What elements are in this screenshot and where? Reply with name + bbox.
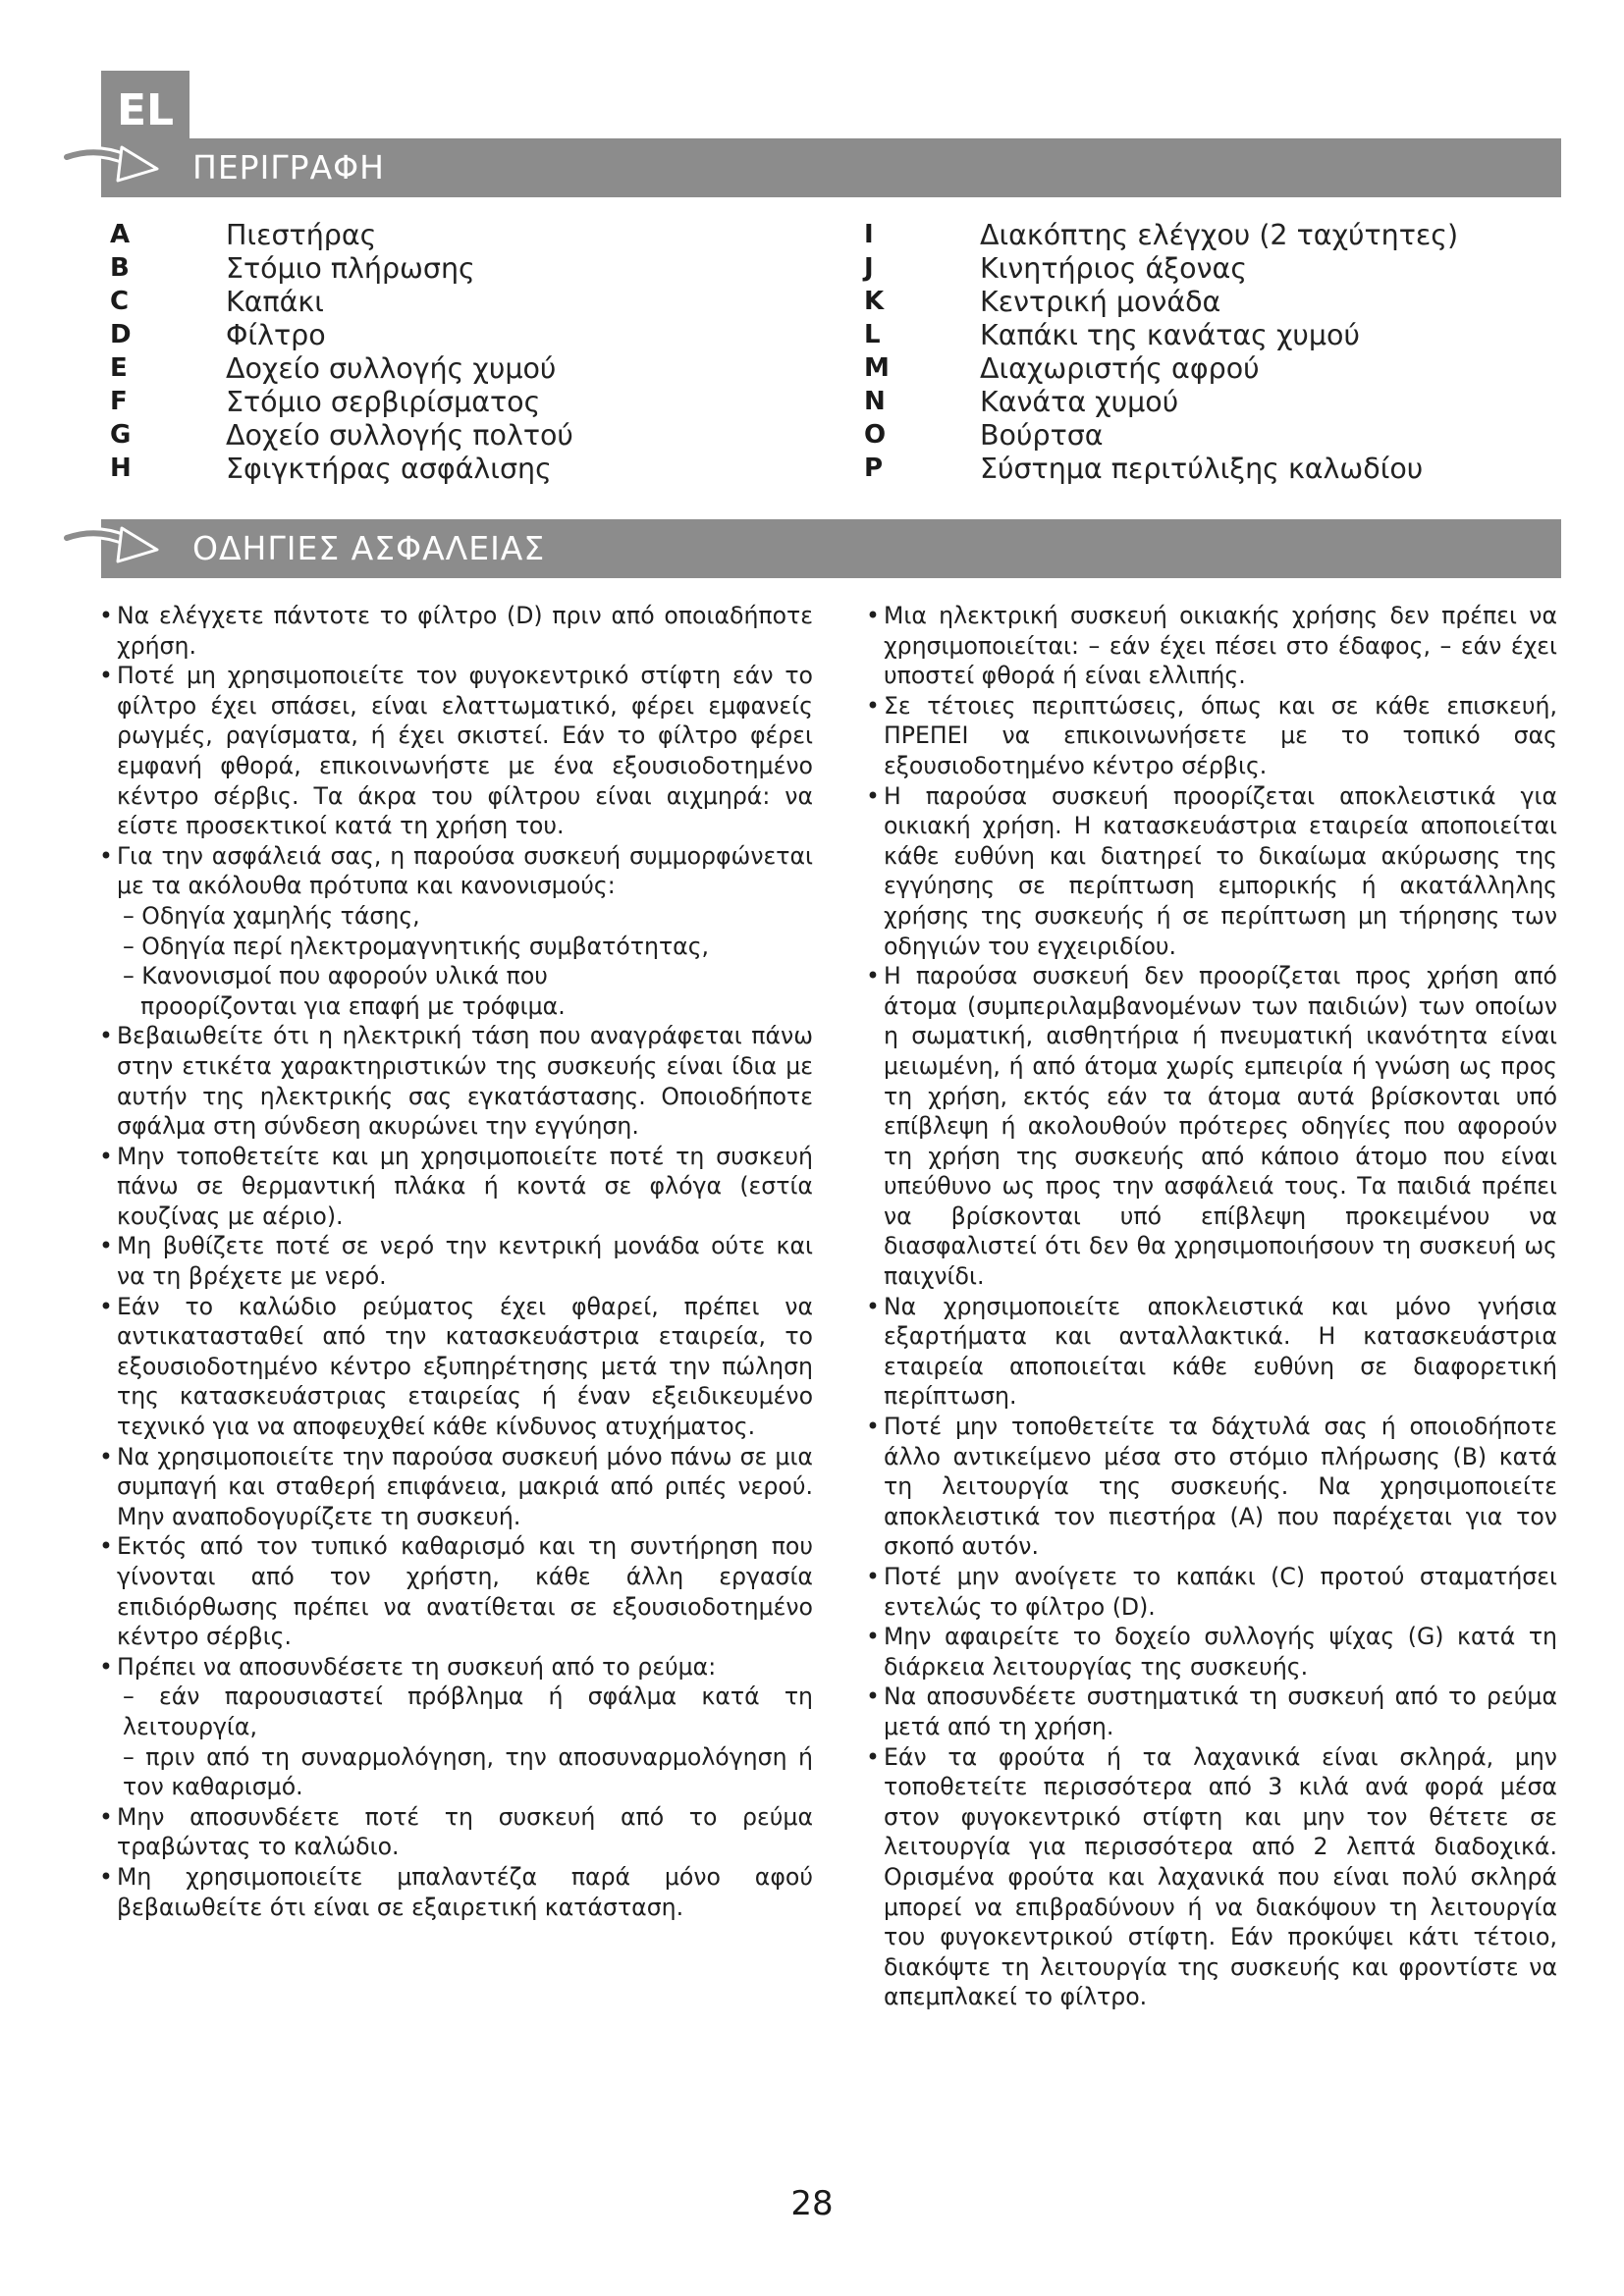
safety-item: • Βεβαιωθείτε ότι η ηλεκτρική τάση που αναγράφεται πάνω στην ετικέτα χαρακτηριστικών της συσκευής είναι ίδια με αυτήν της ηλεκτρικής σας εγκατάστασης. Οποιοδήποτε σφάλμα στη σύνδεση ακυρώνει την εγγύηση.: [99, 1021, 813, 1141]
safety-item: • Ποτέ μη χρησιμοποιείτε τον φυγοκεντρικό στίφτη εάν το φίλτρο έχει σπάσει, είναι ελαττωματικό, φέρει εμφανείς ρωγμές, ραγίσματα, ή έχει σκιστεί. Εάν το φίλτρο φέρει εμφανή φθορά, επικοινωνήστε με ένα εξουσιοδοτημένο κέντρο σέρβις. Τα άκρα του φίλτρου είναι αιχμηρά: να είστε προσεκτικοί κατά τη χρήση του.: [99, 661, 813, 841]
page-number: 28: [790, 2184, 834, 2223]
part-label: Στόμιο πλήρωσης: [226, 251, 475, 285]
part-row: [110, 351, 573, 385]
part-label: Φίλτρο: [226, 318, 326, 351]
part-label: Σύστημα περιτύλιξης καλωδίου: [980, 452, 1424, 485]
safety-item: • Μην αποσυνδέετε ποτέ τη συσκευή από το ρεύμα τραβώντας το καλώδιο.: [99, 1802, 813, 1862]
safety-item: • Να αποσυνδέετε συστηματικά τη συσκευή από το ρεύμα μετά από τη χρήση.: [866, 1682, 1557, 1741]
safety-list-right: [866, 601, 1557, 2012]
part-row: [110, 385, 573, 418]
part-letter: G: [110, 420, 132, 450]
safety-item: • Μην αφαιρείτε το δοχείο συλλογής ψίχας (G) κατά τη διάρκεια λειτουργίας της συσκευής.: [866, 1622, 1557, 1682]
safety-item: • Σε τέτοιες περιπτώσεις, όπως και σε κάθε επισκευή, ΠΡΕΠΕΙ να επικοινωνήσετε με το τοπικό σας εξουσιοδοτημένο κέντρο σέρβις.: [866, 691, 1557, 781]
safety-item: • Μια ηλεκτρική συσκευή οικιακής χρήσης δεν πρέπει να χρησιμοποιείται: – εάν έχει πέσει στο έδαφος, – εάν έχει υποστεί φθορά ή είναι ελλιπής.: [866, 601, 1557, 691]
part-letter: L: [864, 320, 881, 349]
part-row: [864, 285, 1458, 318]
part-row: [864, 418, 1458, 452]
safety-subitem: – εάν παρουσιαστεί πρόβλημα ή σφάλμα κατά τη λειτουργία,: [123, 1682, 813, 1740]
part-letter: O: [864, 420, 887, 450]
safety-item: • Μην τοποθετείτε και μη χρησιμοποιείτε ποτέ τη συσκευή πάνω σε θερμαντική πλάκα ή κοντά σε φλόγα (εστία κουζίνας με αέριο).: [99, 1142, 813, 1232]
safety-item: • Μη βυθίζετε ποτέ σε νερό την κεντρική μονάδα ούτε και να τη βρέχετε με νερό.: [99, 1231, 813, 1291]
part-label: Κανάτα χυμού: [980, 385, 1179, 418]
part-row: [110, 318, 573, 351]
section-title-description: ΠΕΡΙΓΡΑΦΗ: [192, 148, 385, 187]
part-letter: P: [864, 454, 884, 483]
part-row: [110, 452, 573, 485]
safety-subitem-continuation: προορίζονται για επαφή με τρόφιμα.: [140, 991, 566, 1020]
safety-item: • Ποτέ μην τοποθετείτε τα δάχτυλά σας ή οποιοδήποτε άλλο αντικείμενο μέσα στο στόμιο πλήρωσης (B) κατά τη λειτουργία της συσκευής. Να χρησιμοποιείτε αποκλειστικά τον πιεστήρα (A) που παρέχεται για τον σκοπό αυτόν.: [866, 1412, 1557, 1562]
parts-list-right: [864, 218, 1458, 485]
safety-item: • Μη χρησιμοποιείτε μπαλαντέζα παρά μόνο αφού βεβαιωθείτε ότι είναι σε εξαιρετική κατάσταση.: [99, 1862, 813, 1922]
section-bar-description: [101, 138, 1561, 197]
part-label: Καπάκι της κανάτας χυμού: [980, 318, 1360, 351]
part-row: [110, 218, 573, 251]
safety-item: • Να χρησιμοποιείτε αποκλειστικά και μόνο γνήσια εξαρτήματα και ανταλλακτικά. Η κατασκευάστρια εταιρεία αποποιείται κάθε ευθύνη σε διαφορετική περίπτωση.: [866, 1292, 1557, 1412]
parts-list-left: [110, 218, 573, 485]
part-letter: E: [110, 353, 128, 383]
part-row: [110, 285, 573, 318]
safety-subitem: – Κανονισμοί που αφορούν υλικά που: [123, 962, 548, 990]
part-row: [864, 251, 1458, 285]
part-label: Πιεστήρας: [226, 218, 377, 251]
safety-item: • Εάν τα φρούτα ή τα λαχανικά είναι σκληρά, μην τοποθετείτε περισσότερα από 3 κιλά ανά φορά μέσα στον φυγοκεντρικό στίφτη και μην τον θέτετε σε λειτουργία για περισσότερα από 2 λεπτά διαδοχικά. Ορισμένα φρούτα και λαχανικά που είναι πολύ σκληρά μπορεί να επιβραδύνουν ή να διακόψουν τη λειτουργία του φυγοκεντρικού στίφτη. Εάν προκύψει κάτι τέτοιο, διακόψτε τη λειτουργία της συσκευής και φροντίστε να απεμπλακεί το φίλτρο.: [866, 1742, 1557, 2012]
part-letter: C: [110, 287, 130, 316]
safety-column-right: [866, 601, 1557, 2012]
safety-item: • Εκτός από τον τυπικό καθαρισμό και τη συντήρηση που γίνονται από τον χρήστη, κάθε άλλη εργασία επιδιόρθωσης πρέπει να ανατίθεται σε εξουσιοδοτημένο κέντρο σέρβις.: [99, 1531, 813, 1651]
part-label: Κινητήριος άξονας: [980, 251, 1248, 285]
part-row: [864, 452, 1458, 485]
part-label: Δοχείο συλλογής χυμού: [226, 351, 557, 385]
part-row: [110, 418, 573, 452]
part-row: [864, 351, 1458, 385]
safety-item: • Να ελέγχετε πάντοτε το φίλτρο (D) πριν από οποιαδήποτε χρήση.: [99, 601, 813, 661]
curved-arrow-icon: [61, 135, 169, 194]
part-label: Σφιγκτήρας ασφάλισης: [226, 452, 552, 485]
part-label: Κεντρική μονάδα: [980, 285, 1221, 318]
part-letter: M: [864, 353, 890, 383]
part-letter: I: [864, 220, 874, 249]
safety-subitem: – Οδηγία περί ηλεκτρομαγνητικής συμβατότητας,: [123, 932, 710, 960]
part-row: [864, 385, 1458, 418]
curved-arrow-icon: [61, 516, 169, 575]
safety-list-left: [99, 601, 813, 1922]
part-letter: D: [110, 320, 132, 349]
section-bar-safety: [101, 519, 1561, 578]
safety-item: • Να χρησιμοποιείτε την παρούσα συσκευή μόνο πάνω σε μια συμπαγή και σταθερή επιφάνεια, μακριά από ριπές νερού. Μην αναποδογυρίζετε τη συσκευή.: [99, 1442, 813, 1532]
part-label: Στόμιο σερβιρίσματος: [226, 385, 541, 418]
safety-item: • Για την ασφάλειά σας, η παρούσα συσκευή συμμορφώνεται με τα ακόλουθα πρότυπα και κανονισμούς:: [99, 841, 813, 901]
part-label: Δοχείο συλλογής πολτού: [226, 418, 573, 452]
part-row: [864, 318, 1458, 351]
safety-item: • Η παρούσα συσκευή προορίζεται αποκλειστικά για οικιακή χρήση. Η κατασκευάστρια εταιρεία αποποιείται κάθε ευθύνη και διατηρεί το δικαίωμα ακύρωσης της εγγύησης σε περίπτωση εμπορικής ή ακατάλληλης χρήσης της συσκευής ή σε περίπτωση μη τήρησης των οδηγιών του εγχειριδίου.: [866, 781, 1557, 962]
safety-item: • Πρέπει να αποσυνδέσετε τη συσκευή από το ρεύμα:: [99, 1652, 813, 1682]
safety-item: • Ποτέ μην ανοίγετε το καπάκι (C) προτού σταματήσει εντελώς το φίλτρο (D).: [866, 1562, 1557, 1622]
part-label: Καπάκι: [226, 285, 324, 318]
part-label: Βούρτσα: [980, 418, 1104, 452]
part-row: [110, 251, 573, 285]
part-letter: K: [864, 287, 885, 316]
part-letter: A: [110, 220, 131, 249]
part-letter: N: [864, 387, 886, 416]
part-letter: H: [110, 454, 132, 483]
safety-subitem: – Οδηγία χαμηλής τάσης,: [123, 901, 420, 930]
safety-item: • Εάν το καλώδιο ρεύματος έχει φθαρεί, πρέπει να αντικατασταθεί από την κατασκευάστρια εταιρεία, το εξουσιοδοτημένο κέντρο εξυπηρέτησης μετά την πώληση της κατασκευάστριας εταιρείας ή έναν εξειδικευμένο τεχνικό για να αποφευχθεί κάθε κίνδυνος ατυχήματος.: [99, 1292, 813, 1442]
part-letter: J: [864, 253, 874, 283]
language-tab: EL: [101, 71, 189, 149]
part-letter: B: [110, 253, 130, 283]
section-title-safety: ΟΔΗΓΙΕΣ ΑΣΦΑΛΕΙΑΣ: [192, 529, 546, 567]
part-label: Διαχωριστής αφρού: [980, 351, 1260, 385]
part-label: Διακόπτης ελέγχου (2 ταχύτητες): [980, 218, 1459, 251]
part-letter: F: [110, 387, 128, 416]
part-row: [864, 218, 1458, 251]
safety-subitem: – πριν από τη συναρμολόγηση, την αποσυναρμολόγηση ή τον καθαρισμό.: [123, 1742, 813, 1801]
safety-column-left: [99, 601, 813, 1922]
safety-item: • Η παρούσα συσκευή δεν προορίζεται προς χρήση από άτομα (συμπεριλαμβανομένων των παιδιών) των οποίων η σωματική, αισθητήρια ή πνευματική ικανότητα είναι μειωμένη, ή από άτομα χωρίς εμπειρία ή γνώση ως προς τη χρήση, εκτός εάν τα άτομα αυτά βρίσκονται υπό επίβλεψη ή ακολουθούν πρότερες οδηγίες που αφορούν τη χρήση της συσκευής από κάποιο άτομο που είναι υπεύθυνο ως προς την ασφάλειά τους. Τα παιδιά πρέπει να βρίσκονται υπό επίβλεψη προκειμένου να διασφαλιστεί ότι δεν θα χρησιμοποιήσουν τη συσκευή ως παιχνίδι.: [866, 961, 1557, 1292]
